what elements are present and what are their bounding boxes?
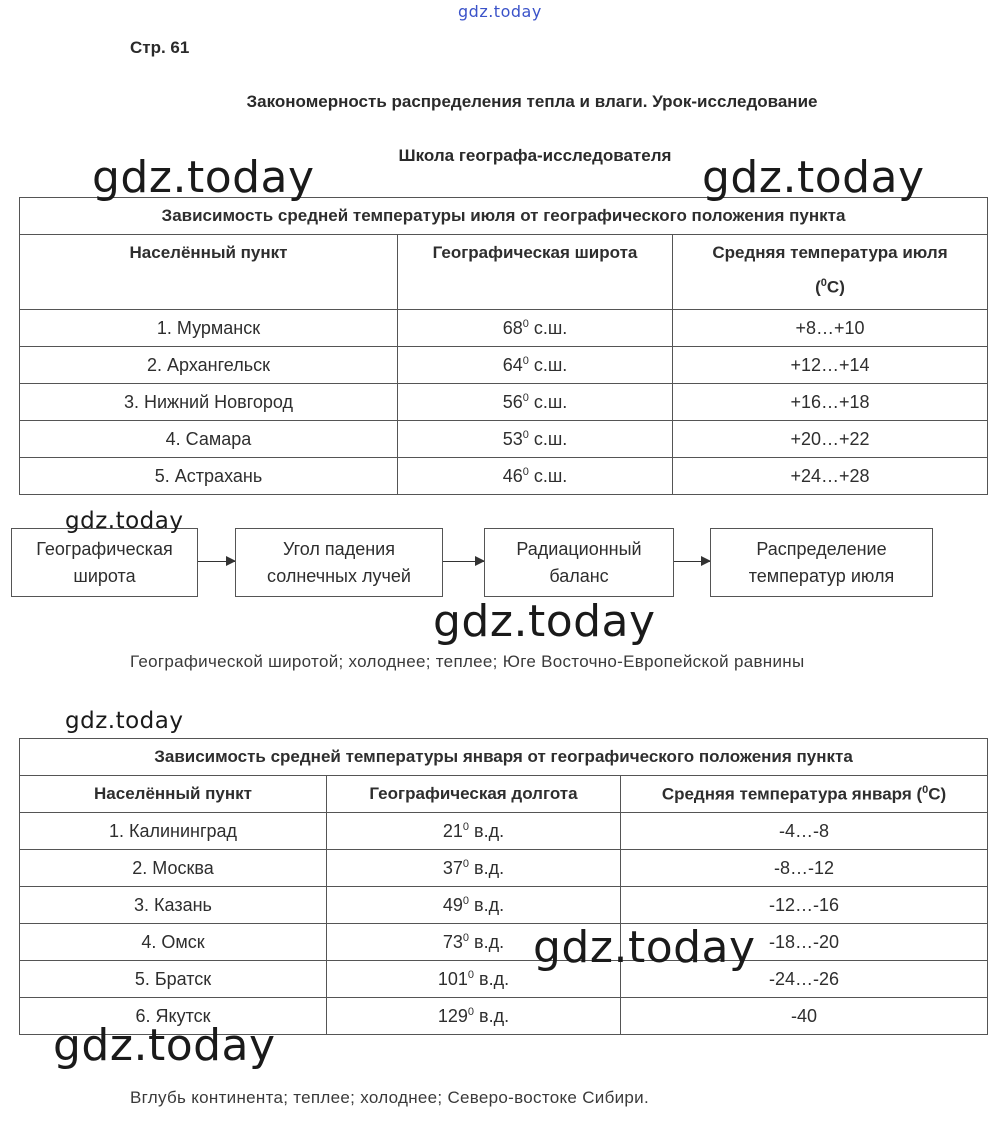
- temperature-cell: -8…-12: [621, 850, 988, 887]
- city-cell: 1. Калининград: [20, 813, 327, 850]
- city-cell: 5. Астрахань: [20, 458, 398, 495]
- flow-box-line1: Распределение: [756, 538, 887, 559]
- watermark: gdz.today: [53, 1020, 276, 1071]
- header-temp-unit-close: С): [826, 277, 845, 297]
- flow-box-line1: Радиационный: [516, 538, 642, 559]
- degree-value: 73: [442, 931, 463, 952]
- table-row: [20, 813, 988, 850]
- city-cell: 6. Якутск: [20, 998, 327, 1035]
- degree-value: 68: [502, 317, 523, 338]
- latitude-unit: с.ш.: [528, 428, 568, 449]
- degree-value: 46: [502, 465, 523, 486]
- header-temp-text: Средняя температура июля: [712, 243, 948, 262]
- city-cell: 5. Братск: [20, 961, 327, 998]
- watermark: gdz.today: [702, 152, 925, 203]
- flow-box-radiation-balance: [484, 528, 674, 597]
- flow-arrow-icon: [674, 561, 710, 562]
- header-temp-degree: 0: [820, 277, 827, 289]
- table-row: [20, 421, 988, 458]
- header-temp-text: Средняя температура января (: [661, 784, 923, 804]
- watermark: gdz.today: [433, 596, 656, 647]
- table-caption: Зависимость средней температуры января от географического положения пункта: [20, 739, 988, 776]
- longitude-cell: [327, 850, 621, 887]
- degree-sign: 0: [522, 391, 529, 404]
- watermark: gdz.today: [533, 922, 756, 973]
- temperature-cell: -24…-26: [621, 961, 988, 998]
- degree-value: 56: [502, 391, 523, 412]
- watermark: gdz.today: [65, 508, 184, 534]
- latitude-cell: [398, 421, 673, 458]
- degree-value: 101: [437, 968, 468, 989]
- degree-value: 37: [442, 857, 463, 878]
- flow-box-line2: солнечных лучей: [267, 565, 411, 586]
- longitude-cell: [327, 998, 621, 1035]
- degree-sign: 0: [522, 317, 529, 330]
- latitude-unit: с.ш.: [528, 465, 568, 486]
- temperature-cell: -18…-20: [621, 924, 988, 961]
- degree-sign: 0: [522, 428, 529, 441]
- degree-value: 49: [442, 894, 463, 915]
- table-row: [20, 887, 988, 924]
- longitude-unit: в.д.: [469, 820, 505, 841]
- answer-january: Вглубь континента; теплее; холоднее; Северо-востоке Сибири.: [130, 1088, 649, 1107]
- table-caption: Зависимость средней температуры июля от географического положения пункта: [20, 198, 988, 235]
- temperature-cell: -12…-16: [621, 887, 988, 924]
- july-temperature-table: [19, 197, 988, 495]
- january-temperature-table: [19, 738, 988, 1035]
- longitude-unit: в.д.: [474, 968, 510, 989]
- flow-box-sun-angle: [235, 528, 443, 597]
- degree-sign: 0: [467, 968, 475, 981]
- city-cell: 1. Мурманск: [20, 310, 398, 347]
- degree-sign: 0: [467, 1005, 475, 1018]
- column-header-temperature: [673, 235, 988, 310]
- column-header-latitude: Географическая широта: [398, 235, 673, 310]
- city-cell: 3. Казань: [20, 887, 327, 924]
- longitude-cell: [327, 887, 621, 924]
- degree-sign: 0: [522, 354, 529, 367]
- flow-box-line1: Географическая: [36, 538, 173, 559]
- temperature-cell: +16…+18: [673, 384, 988, 421]
- table-row: [20, 850, 988, 887]
- page-number: Стр. 61: [130, 38, 190, 57]
- page-title: Закономерность распределения тепла и влаги. Урок-исследование: [246, 92, 818, 111]
- column-header-city: Населённый пункт: [20, 235, 398, 310]
- latitude-unit: с.ш.: [528, 391, 568, 412]
- latitude-cell: [398, 310, 673, 347]
- latitude-cell: [398, 384, 673, 421]
- table-row: [20, 347, 988, 384]
- degree-sign: 0: [462, 820, 470, 833]
- temperature-cell: +12…+14: [673, 347, 988, 384]
- flow-box-line1: Угол падения: [283, 538, 395, 559]
- header-temp-unit-open: (: [815, 277, 821, 297]
- latitude-cell: [398, 347, 673, 384]
- column-header-city: Населённый пункт: [20, 776, 327, 813]
- degree-sign: 0: [462, 857, 470, 870]
- table-row: [20, 961, 988, 998]
- temperature-cell: +20…+22: [673, 421, 988, 458]
- table-row: [20, 310, 988, 347]
- longitude-unit: в.д.: [469, 894, 505, 915]
- temperature-cell: +8…+10: [673, 310, 988, 347]
- flow-box-latitude: [11, 528, 198, 597]
- table-row: [20, 384, 988, 421]
- flow-box-july-temperatures: [710, 528, 933, 597]
- watermark: gdz.today: [92, 152, 315, 203]
- answer-july: Географической широтой; холоднее; теплее; Юге Восточно-Европейской равнины: [130, 652, 805, 671]
- latitude-unit: с.ш.: [528, 317, 568, 338]
- degree-value: 21: [442, 820, 463, 841]
- page-subtitle: Школа географа-исследователя: [398, 146, 672, 165]
- latitude-cell: [398, 458, 673, 495]
- flow-arrow-icon: [198, 561, 235, 562]
- degree-sign: 0: [462, 931, 470, 944]
- temperature-cell: -4…-8: [621, 813, 988, 850]
- flow-box-line2: температур июля: [748, 565, 895, 586]
- degree-value: 53: [502, 428, 523, 449]
- temperature-cell: -40: [621, 998, 988, 1035]
- flow-box-line2: баланс: [549, 565, 609, 586]
- longitude-unit: в.д.: [469, 931, 505, 952]
- table-row: [20, 924, 988, 961]
- city-cell: 3. Нижний Новгород: [20, 384, 398, 421]
- degree-sign: 0: [462, 894, 470, 907]
- header-temp-degree: 0: [922, 783, 929, 796]
- flow-box-line2: широта: [73, 565, 136, 586]
- latitude-unit: с.ш.: [528, 354, 568, 375]
- degree-sign: 0: [522, 465, 529, 478]
- city-cell: 2. Москва: [20, 850, 327, 887]
- longitude-cell: [327, 813, 621, 850]
- longitude-unit: в.д.: [469, 857, 505, 878]
- temperature-cell: +24…+28: [673, 458, 988, 495]
- flow-arrow-icon: [443, 561, 484, 562]
- table-row: [20, 458, 988, 495]
- watermark: gdz.today: [65, 708, 184, 734]
- longitude-unit: в.д.: [474, 1005, 510, 1026]
- city-cell: 4. Самара: [20, 421, 398, 458]
- watermark: gdz.today: [458, 2, 542, 21]
- header-temp-unit-close: С): [928, 784, 947, 804]
- column-header-longitude: Географическая долгота: [327, 776, 621, 813]
- degree-value: 64: [502, 354, 523, 375]
- city-cell: 4. Омск: [20, 924, 327, 961]
- degree-value: 129: [437, 1005, 468, 1026]
- city-cell: 2. Архангельск: [20, 347, 398, 384]
- column-header-temperature: [621, 776, 988, 813]
